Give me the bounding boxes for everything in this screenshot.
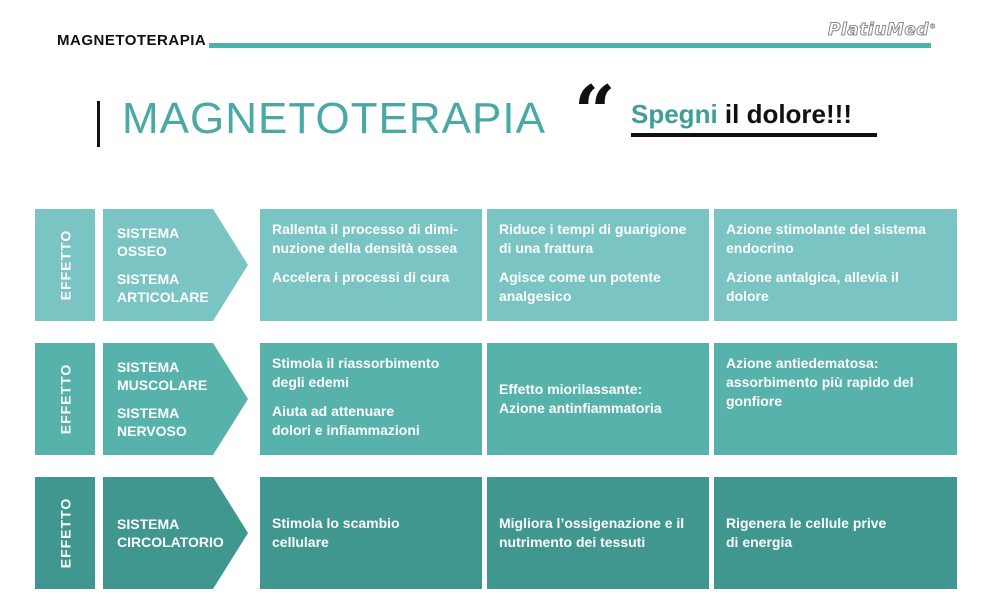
page-title: MAGNETOTERAPIA (122, 94, 546, 143)
effect-text: Agisce come un potente analgesico (499, 269, 661, 304)
system-label: SISTEMA ARTICOLARE (117, 271, 209, 305)
system-labels (117, 343, 207, 455)
effect-cell (487, 477, 709, 589)
effect-text: Accelera i processi di cura (272, 269, 450, 285)
effect-row (35, 343, 957, 455)
quote-icon: “ (574, 69, 616, 154)
effect-cell (714, 343, 957, 455)
system-labels (117, 477, 224, 589)
effect-tab (35, 477, 95, 589)
effect-tab-label: EFFETTO (57, 229, 73, 301)
system-label: SISTEMA CIRCOLATORIO (117, 516, 224, 550)
slogan (631, 99, 852, 130)
effect-tab (35, 209, 95, 321)
effect-text: Stimola il riassorbimento degli edemi (272, 355, 440, 390)
effect-tab-label: EFFETTO (57, 363, 73, 435)
system-label: SISTEMA NERVOSO (117, 405, 187, 439)
system-arrow (103, 343, 248, 455)
system-arrow (103, 209, 248, 321)
title-accent-bar (97, 101, 100, 147)
slogan-underline (631, 133, 877, 137)
effect-text: Stimola lo scambio cellulare (272, 515, 400, 550)
effect-text: Effetto miorilassante: Azione antinfiammatoria (499, 381, 662, 416)
effect-text: Migliora l’ossigenazione e il nutrimento dei tessuti (499, 515, 685, 550)
effect-cell (260, 343, 482, 455)
effect-cell (714, 209, 957, 321)
effect-tab (35, 343, 95, 455)
system-arrow (103, 477, 248, 589)
effect-cell (260, 477, 482, 589)
system-labels (117, 209, 209, 321)
effect-row (35, 209, 957, 321)
effect-text: Rigenera le cellule prive di energia (726, 515, 887, 550)
slogan-accent: Spegni (631, 99, 718, 129)
effect-tab-label: EFFETTO (57, 497, 73, 569)
effect-cell (260, 209, 482, 321)
effect-text: Azione stimolante del sistema endocrino (726, 221, 926, 256)
effect-text: Azione antiedematosa: assorbimento più rapido del gonfiore (726, 355, 914, 409)
slogan-rest: il dolore!!! (717, 99, 852, 129)
effect-text: Riduce i tempi di guarigione di una frattura (499, 221, 687, 256)
effect-row (35, 477, 957, 589)
system-label: SISTEMA OSSEO (117, 225, 180, 259)
brand-logo: PlatiuMed® (828, 20, 937, 40)
header-title: MAGNETOTERAPIA (57, 32, 207, 49)
effect-cell (487, 343, 709, 455)
effect-text: Aiuta ad attenuare dolori e infiammazioni (272, 403, 420, 438)
effect-cell (714, 477, 957, 589)
system-label: SISTEMA MUSCOLARE (117, 359, 208, 393)
header-divider (209, 43, 931, 48)
effect-text: Azione antalgica, allevia il dolore (726, 269, 899, 304)
effect-text: Rallenta il processo di dimi- nuzione della densità ossea (272, 221, 458, 256)
effect-cell (487, 209, 709, 321)
